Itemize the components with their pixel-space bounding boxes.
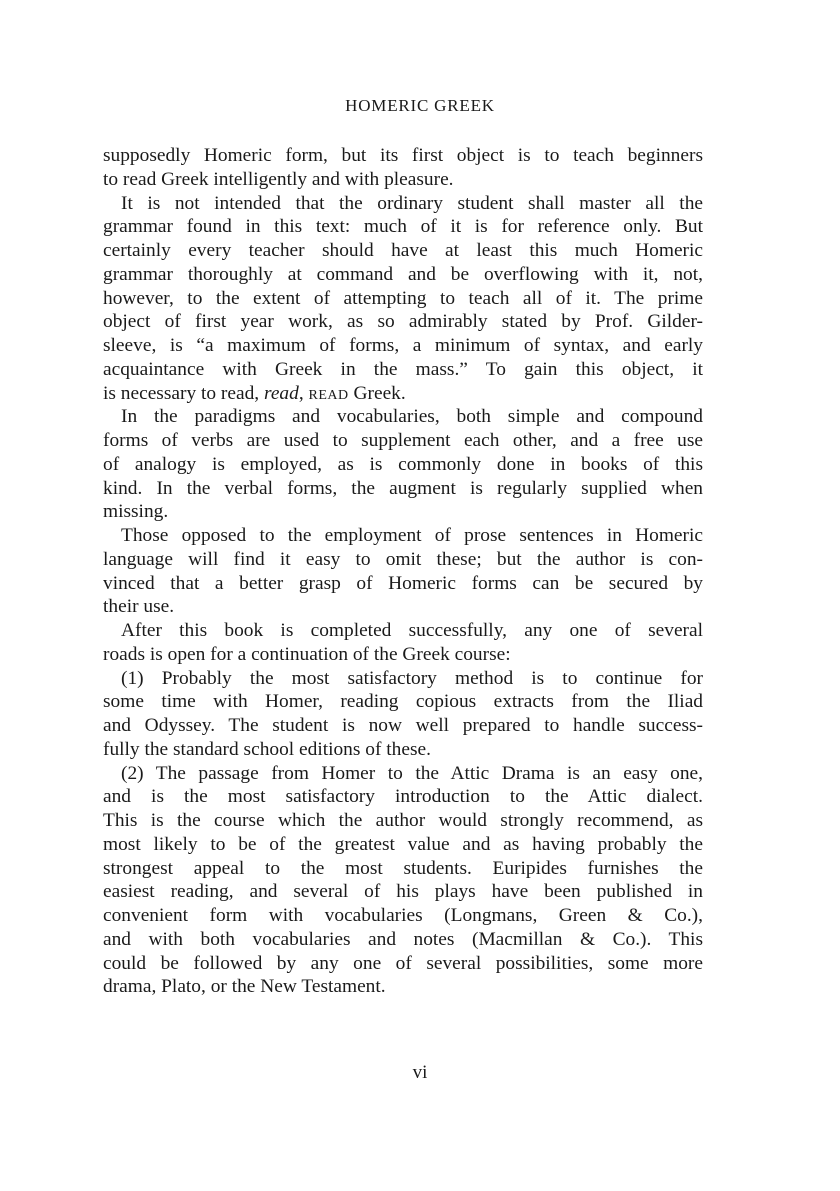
text-line <box>103 382 703 406</box>
paragraph-option-2 <box>103 762 703 1000</box>
text-line: could be followed by any one of several possibilities, some more <box>103 952 703 974</box>
text-run: is necessary to read, <box>103 382 264 404</box>
page-number: vi <box>412 1062 428 1083</box>
text-line: most likely to be of the greatest value and as having probably the <box>103 833 703 855</box>
text-line: and Odyssey. The student is now well prepared to handle success- <box>103 715 703 736</box>
paragraph-paradigms <box>103 405 703 524</box>
running-head: HOMERIC GREEK <box>345 96 495 115</box>
text-line: roads is open for a continuation of the Greek course: <box>103 643 511 665</box>
paragraph-continuation-roads <box>103 619 703 667</box>
text-line: strongest appeal to the most students. Euripides furnishes the <box>103 857 703 879</box>
text-line: missing. <box>103 501 169 523</box>
text-line: to read Greek intelligently and with pleasure. <box>103 168 454 190</box>
small-caps-emphasis: read <box>308 382 349 404</box>
paragraph-prose-sentences <box>103 524 703 619</box>
text-line: and is the most satisfactory introduction to the Attic dialect. <box>103 786 703 808</box>
text-run: Greek. <box>348 382 406 404</box>
text-line: some time with Homer, reading copious extracts from the Iliad <box>103 691 703 713</box>
italic-emphasis: read <box>264 382 299 404</box>
text-line: (1) Probably the most satisfactory method is to continue for <box>121 667 703 689</box>
text-line: easiest reading, and several of his plays have been published in <box>103 881 703 903</box>
text-line: Those opposed to the employment of prose sentences in Homeric <box>121 525 703 546</box>
text-line: acquaintance with Greek in the mass.” To gain this object, it <box>103 358 703 380</box>
text-line: supposedly Homeric form, but its first object is to teach beginners <box>103 145 703 166</box>
text-line: It is not intended that the ordinary student shall master all the <box>121 192 703 214</box>
text-line: certainly every teacher should have at least this much Homeric <box>103 240 703 261</box>
text-line: and with both vocabularies and notes (Macmillan & Co.). This <box>103 928 703 950</box>
paragraph-continuation <box>103 144 703 192</box>
text-line: kind. In the verbal forms, the augment is regularly supplied when <box>103 477 703 499</box>
text-line: however, to the extent of attempting to teach all of it. The prime <box>103 287 703 309</box>
page-body <box>103 144 703 999</box>
text-line: language will find it easy to omit these; but the author is con- <box>103 548 703 570</box>
text-line: After this book is completed successfully, any one of several <box>121 620 703 641</box>
text-line: (2) The passage from Homer to the Attic Drama is an easy one, <box>121 762 703 784</box>
text-line: drama, Plato, or the New Testament. <box>103 976 386 998</box>
text-line: sleeve, is “a maximum of forms, a minimum of syntax, and early <box>103 335 703 356</box>
text-line: This is the course which the author would strongly recommend, as <box>103 810 703 831</box>
text-line: of analogy is employed, as is commonly done in books of this <box>103 453 703 475</box>
text-run: , <box>298 382 309 404</box>
paragraph-scope-of-grammar <box>103 192 703 406</box>
text-line: convenient form with vocabularies (Longmans, Green & Co.), <box>103 905 703 926</box>
text-line: grammar thoroughly at command and be overflowing with it, not, <box>103 263 703 285</box>
text-line: object of first year work, as so admirably stated by Prof. Gilder- <box>103 311 703 333</box>
text-line: their use. <box>103 596 175 618</box>
text-line: fully the standard school editions of these. <box>103 738 431 760</box>
paragraph-option-1 <box>103 667 703 762</box>
text-line: grammar found in this text: much of it is for reference only. But <box>103 216 703 238</box>
text-line: vinced that a better grasp of Homeric forms can be secured by <box>103 572 703 594</box>
text-line: forms of verbs are used to supplement each other, and a free use <box>103 430 703 451</box>
text-line: In the paradigms and vocabularies, both simple and compound <box>121 406 703 428</box>
